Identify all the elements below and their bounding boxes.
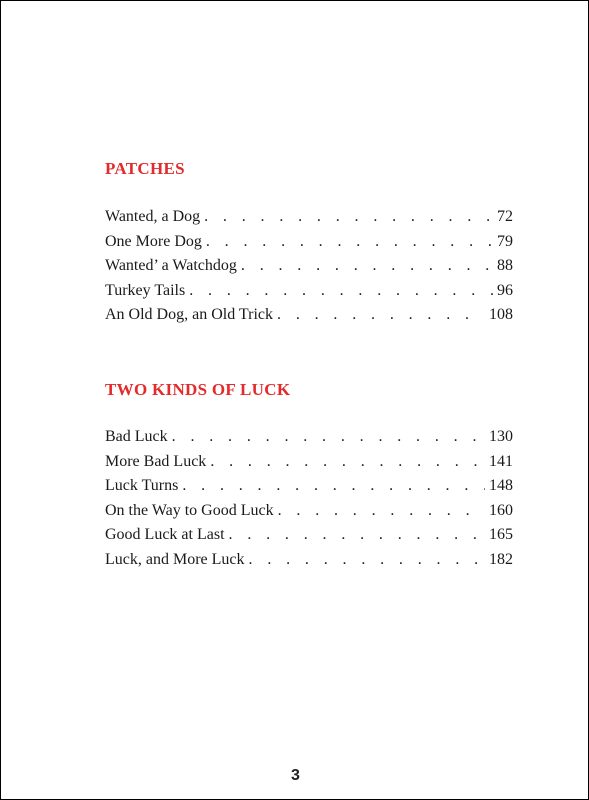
toc-entry-page: 160 xyxy=(489,501,513,519)
toc-entry[interactable] xyxy=(105,453,513,478)
toc-entry-title: One More Dog xyxy=(105,232,202,250)
toc-entry-title: On the Way to Good Luck xyxy=(105,501,274,519)
toc-entry-title: More Bad Luck xyxy=(105,452,207,470)
toc-entry-title: Wanted’ a Watchdog xyxy=(105,257,237,274)
dot-leader xyxy=(241,257,493,275)
section-title: TWO KINDS OF LUCK xyxy=(105,380,291,399)
toc-entry[interactable] xyxy=(105,306,513,331)
toc-entry[interactable] xyxy=(105,233,513,258)
section-title: PATCHES xyxy=(105,159,185,178)
dot-leader xyxy=(206,233,493,251)
toc-entry[interactable] xyxy=(105,551,513,576)
toc-entry-page: 165 xyxy=(489,526,513,543)
toc-entry-page: 88 xyxy=(497,257,513,274)
toc-entry[interactable] xyxy=(105,208,513,233)
dot-leader xyxy=(172,428,485,446)
dot-leader xyxy=(229,526,485,544)
section-patches xyxy=(105,157,513,331)
toc-entry-title: Good Luck at Last xyxy=(105,526,225,543)
toc-entry[interactable] xyxy=(105,428,513,453)
toc-entry[interactable] xyxy=(105,282,513,307)
toc-entry-title: Luck Turns xyxy=(105,477,179,494)
dot-leader xyxy=(249,551,485,569)
toc-entry-title: Bad Luck xyxy=(105,428,168,445)
page-number: 3 xyxy=(291,767,300,784)
dot-leader xyxy=(278,502,485,520)
toc-entry[interactable] xyxy=(105,257,513,282)
toc-list xyxy=(105,208,513,331)
toc-entry-page: 141 xyxy=(489,452,513,470)
toc-entry-page: 72 xyxy=(497,208,513,225)
toc-entry-title: An Old Dog, an Old Trick xyxy=(105,306,274,323)
toc-entry-title: Turkey Tails xyxy=(105,281,186,299)
dot-leader xyxy=(210,453,485,471)
toc-entry-page: 130 xyxy=(489,428,513,445)
toc-entry[interactable] xyxy=(105,502,513,527)
toc-entry-page: 96 xyxy=(497,281,513,299)
toc-entry-page: 79 xyxy=(497,232,513,250)
dot-leader xyxy=(189,282,493,300)
toc-list xyxy=(105,428,513,575)
dot-leader xyxy=(277,306,485,324)
toc-entry-title: Luck, and More Luck xyxy=(105,550,245,568)
toc-entry-page: 182 xyxy=(489,550,513,568)
section-two-kinds-of-luck xyxy=(105,378,513,575)
toc-entry[interactable] xyxy=(105,526,513,551)
dot-leader xyxy=(204,208,493,226)
toc-entry[interactable] xyxy=(105,477,513,502)
toc-entry-page: 108 xyxy=(489,306,513,323)
toc-entry-page: 148 xyxy=(489,477,513,494)
toc-entry-title: Wanted, a Dog xyxy=(105,208,201,225)
dot-leader xyxy=(182,477,485,495)
